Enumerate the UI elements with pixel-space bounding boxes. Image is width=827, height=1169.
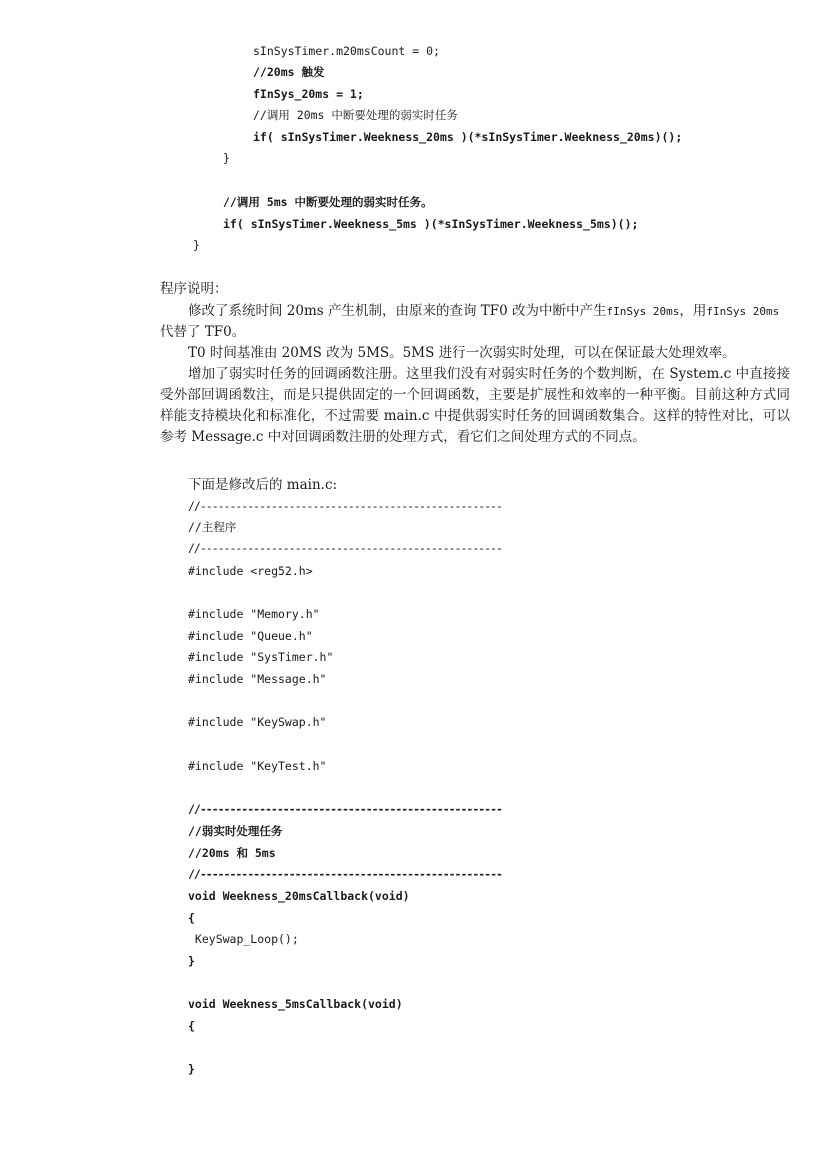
code-separator: //--------------------------------------------------- (188, 867, 502, 881)
code-separator: //--------------------------------------------------- (188, 802, 502, 816)
main-code-intro: 下面是修改后的 main.c: (188, 477, 338, 493)
code-brace: } (223, 151, 230, 165)
code-include: #include <reg52.h> (188, 564, 313, 578)
code-include: #include "Memory.h" (188, 607, 320, 621)
code-line: fInSys_20ms = 1; (253, 87, 364, 101)
code-include: #include "KeyTest.h" (188, 759, 327, 773)
code-comment: //主程序 (188, 520, 237, 534)
code-line: KeySwap_Loop(); (188, 932, 299, 946)
code-brace: { (188, 1019, 195, 1033)
code-comment: //调用 20ms 中断要处理的弱实时任务 (253, 108, 458, 122)
code-comment: //20ms 触发 (253, 65, 325, 79)
code-comment: //调用 5ms 中断要处理的弱实时任务。 (223, 195, 433, 209)
code-include: #include "SysTimer.h" (188, 650, 334, 664)
code-brace: } (193, 238, 200, 252)
code-function-signature: void Weekness_20msCallback(void) (188, 889, 410, 903)
code-separator: //--------------------------------------------------- (188, 499, 502, 513)
code-include: #include "Queue.h" (188, 629, 313, 643)
explanation-paragraph-3: 增加了弱实时任务的回调函数注册。这里我们没有对弱实时任务的个数判断，在 System.c 中直接接受外部回调函数注，而是只提供固定的一个回调函数，主要是扩展性和效率的一种平衡。目前这种方式同样能支持模块化和标准化，不过需要 main.c 中提供弱实时任务的回调函数集合。这样的特性对比，可以参考 Message.c 中对回调函数注册的处理方式，看它们之间处理方式的不同点。 (160, 366, 790, 445)
code-comment: //20ms 和 5ms (188, 846, 276, 860)
code-separator: //--------------------------------------------------- (188, 541, 502, 555)
code-brace: { (188, 911, 195, 925)
code-comment: //弱实时处理任务 (188, 824, 283, 838)
code-include: #include "KeySwap.h" (188, 715, 327, 729)
code-brace: } (188, 1062, 195, 1076)
explanation-paragraph-1: 修改了系统时间 20ms 产生机制，由原来的查询 TF0 改为中断中产生fInSys 20ms，用fInSys 20ms 代替了 TF0。 (160, 303, 780, 340)
code-include: #include "Message.h" (188, 672, 327, 686)
code-line: if( sInSysTimer.Weekness_20ms )(*sInSysTimer.Weekness_20ms)(); (253, 130, 683, 144)
code-brace: } (188, 954, 195, 968)
explanation-paragraph-2: T0 时间基准由 20MS 改为 5MS。5MS 进行一次弱实时处理，可以在保证最大处理效率。 (188, 345, 736, 361)
code-line: if( sInSysTimer.Weekness_5ms )(*sInSysTimer.Weekness_5ms)(); (223, 217, 639, 231)
code-function-signature: void Weekness_5msCallback(void) (188, 997, 403, 1011)
explanation-heading: 程序说明： (160, 281, 228, 297)
code-line: sInSysTimer.m20msCount = 0; (253, 44, 440, 58)
